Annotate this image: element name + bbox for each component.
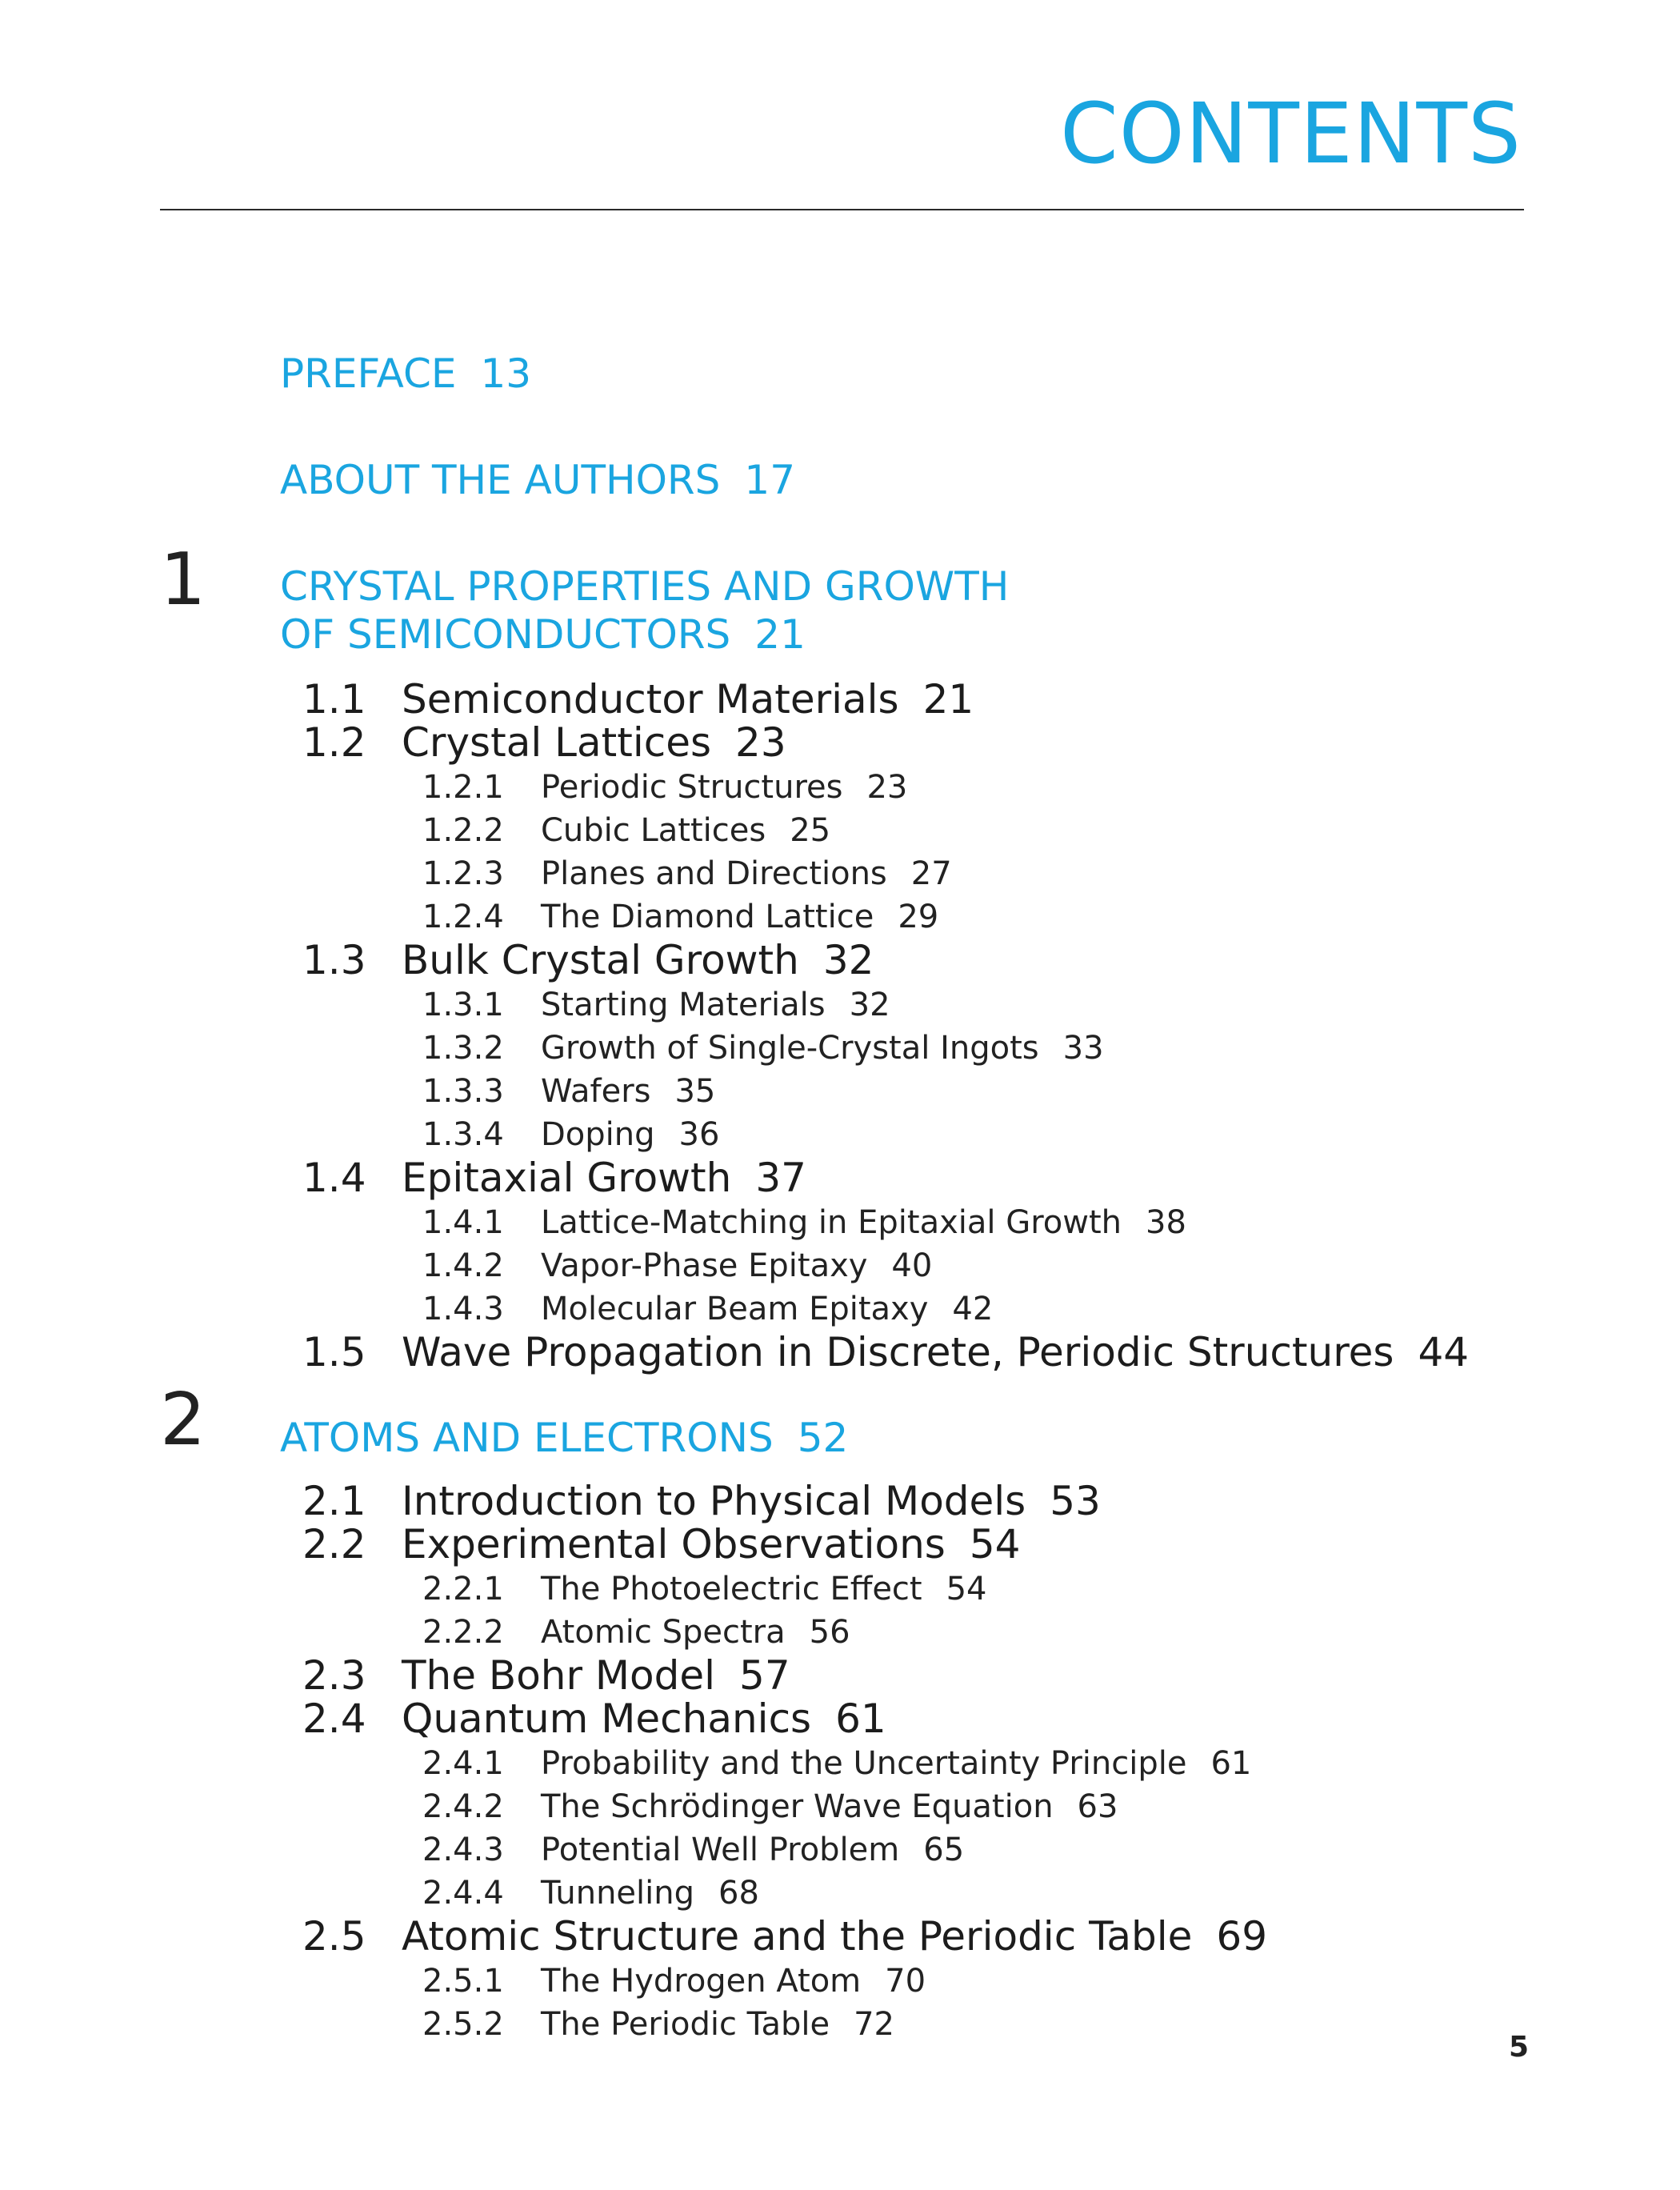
section-number: 1.5 bbox=[302, 1329, 366, 1375]
subsection-title: Doping bbox=[541, 1116, 655, 1153]
section-page: 69 bbox=[1216, 1913, 1268, 1960]
subsection-number: 1.2.3 bbox=[422, 855, 504, 892]
chapter-title-line[interactable]: CRYSTAL PROPERTIES AND GROWTH bbox=[280, 563, 1010, 610]
subsection-title: Probability and the Uncertainty Principle bbox=[541, 1745, 1187, 1782]
subsection-page: 38 bbox=[1146, 1204, 1186, 1241]
subsection-title: Periodic Structures bbox=[541, 769, 843, 806]
subsection-title: Vapor-Phase Epitaxy bbox=[541, 1247, 868, 1284]
subsection-page: 68 bbox=[718, 1875, 759, 1912]
subsection-number: 1.3.4 bbox=[422, 1116, 504, 1153]
section-title: Bulk Crystal Growth bbox=[402, 937, 799, 983]
subsection-title: Planes and Directions bbox=[541, 855, 887, 892]
subsection-title: The Photoelectric Effect bbox=[541, 1571, 922, 1607]
subsection-page: 33 bbox=[1062, 1030, 1104, 1067]
section-number: 2.3 bbox=[302, 1652, 366, 1699]
section-page: 44 bbox=[1418, 1329, 1470, 1375]
entry-title: ATOMS AND ELECTRONS bbox=[280, 1415, 774, 1461]
subsection-number: 1.2.1 bbox=[422, 769, 504, 806]
entry-page: 13 bbox=[480, 350, 532, 397]
section-number: 2.2 bbox=[302, 1521, 366, 1567]
subsection-page: 42 bbox=[952, 1291, 994, 1327]
subsection-page: 23 bbox=[866, 769, 908, 806]
subsection-number: 1.4.2 bbox=[422, 1247, 504, 1284]
entry-title: OF SEMICONDUCTORS bbox=[280, 611, 731, 658]
subsection-page: 40 bbox=[891, 1247, 933, 1284]
subsection-title: The Schrödinger Wave Equation bbox=[541, 1788, 1054, 1825]
subsection-number: 1.4.3 bbox=[422, 1291, 504, 1327]
subsection-page: 54 bbox=[946, 1571, 987, 1607]
subsection-page: 25 bbox=[790, 812, 831, 849]
subsection-title: Tunneling bbox=[541, 1875, 694, 1912]
section-number: 2.1 bbox=[302, 1478, 366, 1524]
subsection-number: 2.4.4 bbox=[422, 1875, 504, 1912]
entry-title: ABOUT THE AUTHORS bbox=[280, 457, 721, 503]
subsection-title: Starting Materials bbox=[541, 987, 826, 1023]
subsection-number: 2.2.2 bbox=[422, 1614, 504, 1651]
subsection-title: Potential Well Problem bbox=[541, 1832, 900, 1868]
subsection-number: 1.3.2 bbox=[422, 1030, 504, 1067]
section-page: 53 bbox=[1050, 1478, 1101, 1524]
subsection-page: 35 bbox=[674, 1073, 716, 1110]
section-number: 1.3 bbox=[302, 937, 366, 983]
subsection-title: Molecular Beam Epitaxy bbox=[541, 1291, 929, 1327]
section-title: Atomic Structure and the Periodic Table bbox=[402, 1913, 1193, 1960]
section-page: 37 bbox=[755, 1155, 806, 1201]
subsection-number: 2.4.3 bbox=[422, 1832, 504, 1868]
subsection-title: Cubic Lattices bbox=[541, 812, 766, 849]
page-number: 5 bbox=[1509, 2031, 1530, 2064]
toc-entry-about-the-authors[interactable] bbox=[280, 455, 795, 505]
entry-page: 21 bbox=[754, 611, 806, 658]
subsection-number: 1.3.3 bbox=[422, 1073, 504, 1110]
section-title: Crystal Lattices bbox=[402, 719, 712, 766]
subsection-title: Growth of Single-Crystal Ingots bbox=[541, 1030, 1039, 1067]
subsection-page: 32 bbox=[849, 987, 890, 1023]
section-number: 1.1 bbox=[302, 676, 366, 723]
subsection-page: 70 bbox=[885, 1963, 926, 2000]
section-page: 54 bbox=[969, 1521, 1021, 1567]
subsection-page: 27 bbox=[910, 855, 952, 892]
subsection-number: 1.2.4 bbox=[422, 899, 504, 935]
subsection-page: 63 bbox=[1077, 1788, 1118, 1825]
section-page: 23 bbox=[735, 719, 786, 766]
section-title: Quantum Mechanics bbox=[402, 1696, 812, 1742]
section-number: 2.5 bbox=[302, 1913, 366, 1960]
section-title: Wave Propagation in Discrete, Periodic Structures bbox=[402, 1329, 1394, 1375]
section-number: 1.2 bbox=[302, 719, 366, 766]
subsection-number: 1.4.1 bbox=[422, 1204, 504, 1241]
chapter-title-line[interactable] bbox=[280, 1413, 848, 1463]
entry-title: PREFACE bbox=[280, 350, 457, 397]
section-title: The Bohr Model bbox=[402, 1652, 716, 1699]
section-page: 57 bbox=[739, 1652, 790, 1699]
subsection-page: 29 bbox=[898, 899, 939, 935]
section-title: Introduction to Physical Models bbox=[402, 1478, 1026, 1524]
section-page: 32 bbox=[822, 937, 874, 983]
subsection-number: 1.2.2 bbox=[422, 812, 504, 849]
entry-page: 17 bbox=[744, 457, 796, 503]
chapter-title-line[interactable] bbox=[280, 610, 806, 659]
section-title: Experimental Observations bbox=[402, 1521, 946, 1567]
chapter-number: 2 bbox=[160, 1378, 206, 1462]
subsection-title: Lattice-Matching in Epitaxial Growth bbox=[541, 1204, 1122, 1241]
subsection-number: 2.4.2 bbox=[422, 1788, 504, 1825]
subsection-title: Wafers bbox=[541, 1073, 651, 1110]
subsection-number: 1.3.1 bbox=[422, 987, 504, 1023]
section-page: 21 bbox=[922, 676, 974, 723]
subsection-number: 2.5.1 bbox=[422, 1963, 504, 2000]
subsection-page: 56 bbox=[809, 1614, 850, 1651]
section-title: Semiconductor Materials bbox=[402, 676, 899, 723]
toc-entry-preface[interactable] bbox=[280, 349, 531, 398]
section-number: 1.4 bbox=[302, 1155, 366, 1201]
subsection-title: The Diamond Lattice bbox=[541, 899, 874, 935]
entry-page: 52 bbox=[797, 1415, 849, 1461]
subsection-page: 72 bbox=[854, 2006, 894, 2043]
section-page: 61 bbox=[835, 1696, 886, 1742]
title-rule bbox=[160, 209, 1524, 210]
chapter-number: 1 bbox=[160, 538, 206, 622]
subsection-number: 2.4.1 bbox=[422, 1745, 504, 1782]
subsection-title: The Hydrogen Atom bbox=[541, 1963, 862, 2000]
subsection-page: 36 bbox=[678, 1116, 720, 1153]
subsection-page: 65 bbox=[923, 1832, 965, 1868]
subsection-title: Atomic Spectra bbox=[541, 1614, 786, 1651]
section-number: 2.4 bbox=[302, 1696, 366, 1742]
subsection-title: The Periodic Table bbox=[541, 2006, 830, 2043]
section-title: Epitaxial Growth bbox=[402, 1155, 732, 1201]
subsection-number: 2.5.2 bbox=[422, 2006, 504, 2043]
subsection-page: 61 bbox=[1210, 1745, 1252, 1782]
page-title: CONTENTS bbox=[1060, 85, 1522, 182]
subsection-number: 2.2.1 bbox=[422, 1571, 504, 1607]
